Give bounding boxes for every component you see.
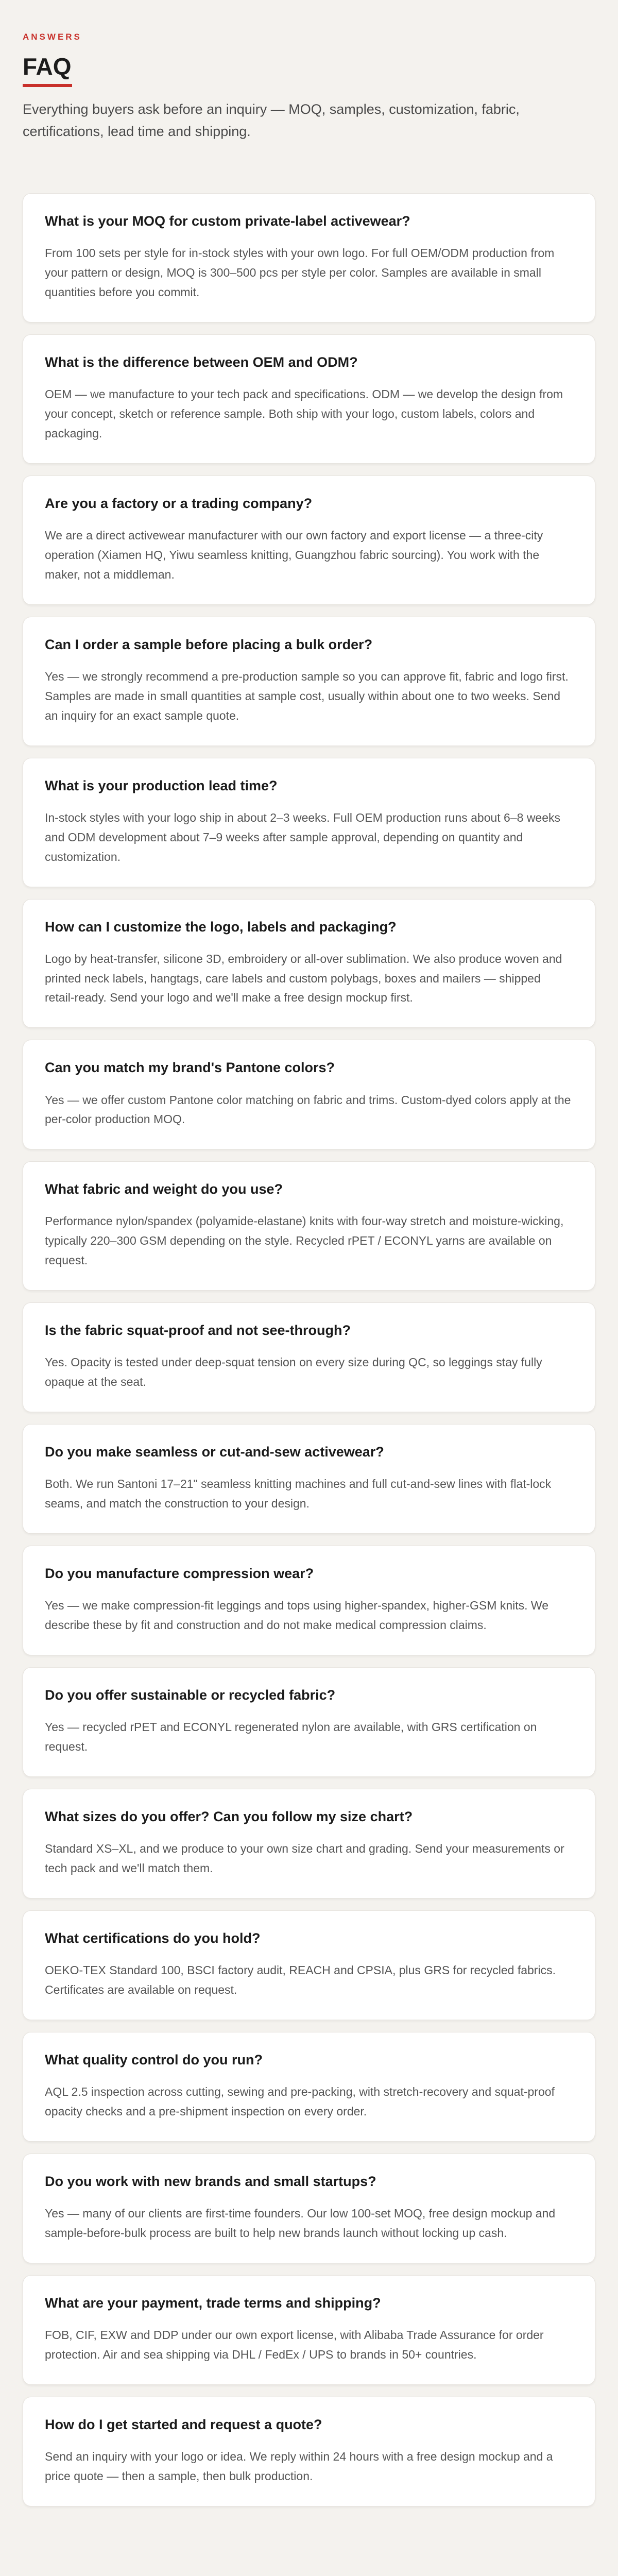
faq-item — [23, 1910, 595, 2020]
faq-item — [23, 899, 595, 1028]
faq-item — [23, 758, 595, 887]
faq-question: Do you offer sustainable or recycled fabric? — [45, 1687, 336, 1703]
faq-answer: From 100 sets per style for in-stock styles with your own logo. For full OEM/ODM production from your pattern or design, MOQ is 300–500 pcs per style per color. Samples are available in small quantities before you commit. — [45, 246, 555, 299]
faq-item — [23, 1789, 595, 1899]
page-title: FAQ — [23, 53, 72, 80]
faq-item — [23, 1161, 595, 1291]
faq-header — [0, 0, 618, 143]
title-underline — [23, 84, 72, 87]
faq-question: What certifications do you hold? — [45, 1930, 261, 1946]
faq-item — [23, 334, 595, 464]
faq-question: How can I customize the logo, labels and packaging? — [45, 919, 397, 935]
faq-item — [23, 476, 595, 605]
faq-answer: Logo by heat-transfer, silicone 3D, embroidery or all-over sublimation. We also produce woven and printed neck labels, hangtags, care labels and custom polybags, boxes and mailers — shipped retail-ready. Send your logo and we'll make a free design mockup first. — [45, 952, 562, 1005]
faq-question: Do you work with new brands and small startups? — [45, 2174, 376, 2190]
faq-answer: Yes — we make compression-fit leggings and tops using higher-spandex, higher-GSM knits. We describe these by fit and construction and do not make medical compression claims. — [45, 1599, 548, 1632]
faq-question: Are you a factory or a trading company? — [45, 495, 313, 511]
faq-question: What is your MOQ for custom private-label activewear? — [45, 213, 410, 229]
faq-question: What sizes do you offer? Can you follow my size chart? — [45, 1809, 413, 1825]
faq-question: How do I get started and request a quote? — [45, 2417, 322, 2432]
faq-answer: OEKO-TEX Standard 100, BSCI factory audit, REACH and CPSIA, plus GRS for recycled fabrics. Certificates are available on request. — [45, 1963, 556, 1997]
faq-answer: AQL 2.5 inspection across cutting, sewing and pre-packing, with stretch-recovery and squat-proof opacity checks and a pre-shipment inspection on every order. — [45, 2085, 555, 2119]
faq-question: What fabric and weight do you use? — [45, 1181, 283, 1197]
faq-answer: Performance nylon/spandex (polyamide-elastane) knits with four-way stretch and moisture-wicking, typically 220–300 GSM depending on the style. Recycled rPET / ECONYL yarns are available on request. — [45, 1214, 564, 1267]
faq-item — [23, 1040, 595, 1149]
faq-item — [23, 1302, 595, 1412]
faq-answer: Yes — we offer custom Pantone color matching on fabric and trims. Custom-dyed colors apply at the per-color production MOQ. — [45, 1093, 571, 1126]
faq-answer: Yes — we strongly recommend a pre-production sample so you can approve fit, fabric and logo first. Samples are made in small quantities at sample cost, usually within about one to two weeks. Send an inquiry for an exact sample quote. — [45, 669, 569, 722]
faq-answer: We are a direct activewear manufacturer with our own factory and export license — a three-city operation (Xiamen HQ, Yiwu seamless knitting, Guangzhou fabric sourcing). You work with the maker, not a middleman. — [45, 528, 543, 581]
faq-answer: Send an inquiry with your logo or idea. We reply within 24 hours with a free design mockup and a price quote — then a sample, then bulk production. — [45, 2450, 553, 2483]
faq-item — [23, 2154, 595, 2263]
faq-answer: Yes — many of our clients are first-time founders. Our low 100-set MOQ, free design mockup and sample-before-bulk process are built to help new brands launch without locking up cash. — [45, 2207, 556, 2240]
faq-item — [23, 2032, 595, 2142]
faq-item — [23, 2397, 595, 2506]
faq-question: What is your production lead time? — [45, 777, 278, 793]
faq-answer: Yes — recycled rPET and ECONYL regenerated nylon are available, with GRS certification on request. — [45, 1720, 537, 1754]
faq-answer: Both. We run Santoni 17–21" seamless knitting machines and full cut-and-sew lines with flat-lock seams, and match the construction to your design. — [45, 1477, 552, 1511]
faq-question: Can I order a sample before placing a bulk order? — [45, 636, 373, 652]
faq-answer: In-stock styles with your logo ship in about 2–3 weeks. Full OEM production runs about 6–8 weeks and ODM development about 7–9 weeks after sample approval, depending on quantity and customization. — [45, 810, 561, 863]
faq-item — [23, 1546, 595, 1655]
faq-item — [23, 2275, 595, 2385]
faq-question: Do you manufacture compression wear? — [45, 1566, 314, 1582]
faq-list — [0, 143, 618, 2506]
faq-item — [23, 1424, 595, 1534]
faq-item — [23, 617, 595, 746]
section-eyebrow: ANSWERS — [23, 32, 82, 42]
faq-question: What quality control do you run? — [45, 2052, 263, 2068]
faq-answer: Yes. Opacity is tested under deep-squat tension on every size during QC, so leggings stay fully opaque at the seat. — [45, 1355, 542, 1389]
faq-question: What is the difference between OEM and ODM? — [45, 354, 358, 370]
faq-question: Is the fabric squat-proof and not see-through? — [45, 1323, 351, 1338]
faq-question: What are your payment, trade terms and shipping? — [45, 2295, 381, 2311]
faq-question: Can you match my brand's Pantone colors? — [45, 1060, 335, 1076]
faq-answer: FOB, CIF, EXW and DDP under our own export license, with Alibaba Trade Assurance for order protection. Air and sea shipping via DHL / FedEx / UPS to brands in 50+ countries. — [45, 2328, 544, 2362]
faq-item — [23, 193, 595, 323]
faq-item — [23, 1667, 595, 1777]
faq-question: Do you make seamless or cut-and-sew activewear? — [45, 1444, 384, 1460]
intro-text: Everything buyers ask before an inquiry — MOQ, samples, customization, fabric, certifications, lead time and shipping. — [23, 101, 520, 139]
faq-answer: OEM — we manufacture to your tech pack and specifications. ODM — we develop the design from your concept, sketch or reference sample. Both ship with your logo, custom labels, colors and packaging. — [45, 387, 563, 440]
faq-answer: Standard XS–XL, and we produce to your own size chart and grading. Send your measurements or tech pack and we'll match them. — [45, 1842, 564, 1875]
